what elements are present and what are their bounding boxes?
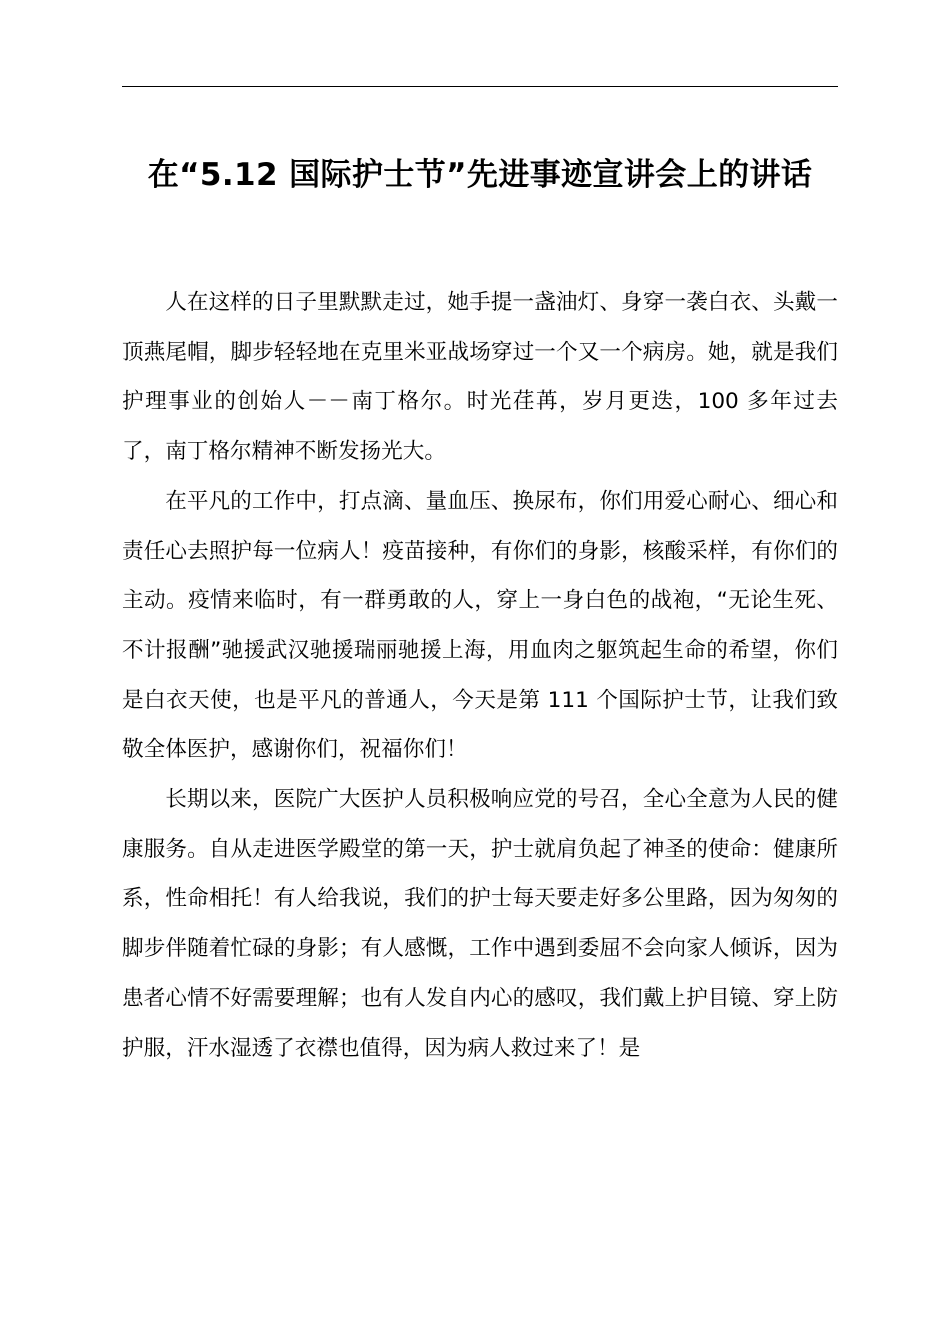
paragraph-3: 长期以来，医院广大医护人员积极响应党的号召，全心全意为人民的健康服务。自从走进医学殿堂的第一天，护士就肩负起了神圣的使命：健康所系，性命相托！有人给我说，我们的护士每天要走好多公里路，因为匆匆的脚步伴随着忙碌的身影；有人感慨，工作中遇到委屈不会向家人倾诉，因为患者心情不好需要理解；也有人发自内心的感叹，我们戴上护目镜、穿上防护服，汗水湿透了衣襟也值得，因为病人救过来了！是 — [122, 787, 838, 1061]
header-rule — [122, 86, 838, 87]
document-body — [122, 278, 838, 1073]
paragraph-1: 人在这样的日子里默默走过，她手提一盏油灯、身穿一袭白衣、头戴一顶燕尾帽，脚步轻轻地在克里米亚战场穿过一个又一个病房。她，就是我们护理事业的创始人－－南丁格尔。时光荏苒，岁月更迭，100 多年过去了，南丁格尔精神不断发扬光大。 — [122, 290, 838, 465]
document-title: 在“5.12 国际护士节”先进事迹宣讲会上的讲话 — [147, 157, 813, 193]
paragraph-2: 在平凡的工作中，打点滴、量血压、换尿布，你们用爱心耐心、细心和责任心去照护每一位病人！疫苗接种，有你们的身影，核酸采样，有你们的主动。疫情来临时，有一群勇敢的人，穿上一身白色的战袍，“无论生死、不计报酬”驰援武汉驰援瑞丽驰援上海，用血肉之躯筑起生命的希望，你们是白衣天使，也是平凡的普通人，今天是第 111 个国际护士节，让我们致敬全体医护，感谢你们，祝福你们！ — [122, 488, 838, 763]
